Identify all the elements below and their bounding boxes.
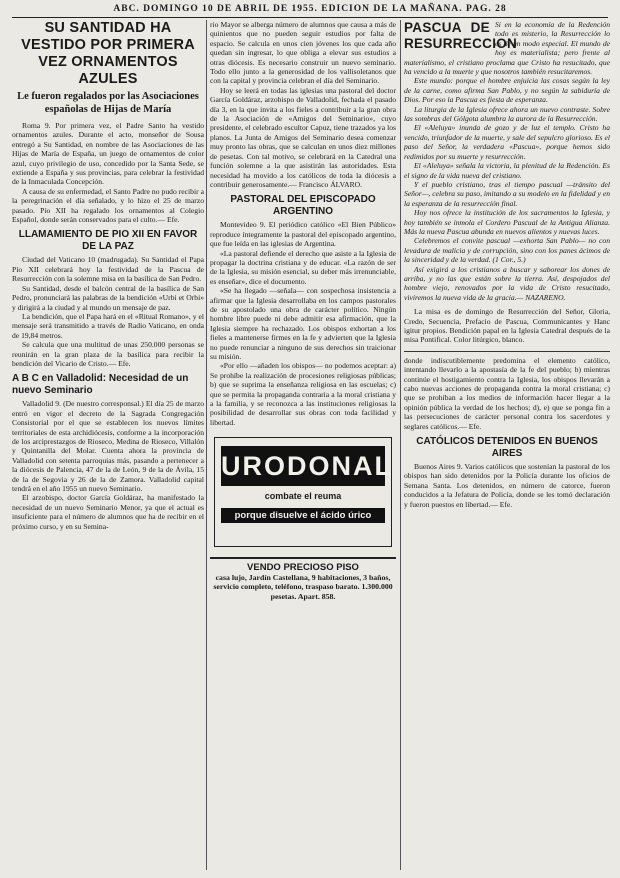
article-paragraph: rio Mayor se alberga número de alumnos que causa a más de quinientos que no pueden seguir estudios por falta de espacio. Se calcula en unos cien jóvenes los que cada año quedan sin ingresar, lo que obliga a elevar sus estudios a otras diócesis. Es necesario construir un nuevo seminario. Todo ello junto a la generosidad de los vallisoletanos que con la capital y provincia celebran el día del Seminario. [210, 20, 396, 86]
headline-peace-appeal: LLAMAMIENTO DE PIO XII EN FAVOR DE LA PAZ [18, 229, 198, 252]
headline-blue-vestments: SU SANTIDAD HA VESTIDO POR PRIMERA VEZ ORNAMENTOS AZULES [21, 20, 195, 87]
article-paragraph: Hoy se leerá en todas las iglesias una pastoral del doctor García Goldáraz, arzobispo de Valladolid, fechada el pasado día 3, en la que invita a los fieles a contribuir a la gran obra de la Asociación de «Amigos del Seminario», cuyo presidente, el celebrado escultor Capuz, tiene trazados ya los planos. La Junta de Amigos del Seminario desea comenzar muy pronto las obras, que se calculan en unos diez millones de pesetas. Con tal motivo, se celebrará en la Catedral una función solemne a la que asistirán las autoridades. Esta necesidad ha movido a los católicos de toda la diócesis a contribuir generosamente.— Francisco ÁLVARO. [210, 85, 396, 189]
classified-body: casa lujo, Jardín Castellana, 9 habitaciones, 3 baños, servicio completo, teléfono, traspaso barato. 1.300.000 pesetas. Apart. 858. [213, 572, 393, 601]
article-paragraph: Ciudad del Vaticano 10 (madrugada). Su Santidad el Papa Pío XII celebrará hoy la festividad de la Pascua de Resurrección con la solemne misa en la basílica de San Pedro. [12, 255, 204, 284]
article-paragraph: El arzobispo, doctor García Goldáraz, ha manifestado la necesidad de un nuevo Seminario Menor, ya que el actual es insuficiente para el número de alumnos que ha de recibir en el próximo curso, y en su Semina- [12, 493, 204, 531]
urodonal-claim: combate el reuma [264, 491, 342, 502]
article-paragraph: «Por ello —añaden los obispos— no podemos aceptar: a) Se prohíbe la realización de procesiones religiosas públicas; b) que se suprima la enseñanza religiosa en las escuelas; c) que se permita la propaganda contraria a la moral cristiana y a la familia, y se reconozca a las instituciones religiosas la posibilidad de desarrollar sus obras con toda facilidad y libertad. [210, 361, 396, 427]
article-paragraph: A causa de su enfermedad, el Santo Padre no pudo recibir a la peregrinación el día señalado, y lo hizo el 25 de marzo pasado. Pío XII ha regalado los ornamentos al Colegio Español, donde serán conservados para el culto.— Efe. [12, 186, 204, 225]
article-paragraph: Buenos Aires 9. Varios católicos que sostenían la pastoral de los obispos han sido detenidos por la Policía durante los oficios de Semana Santa. Los detenidos, en número de catorce, fueron conducidos a la Jefatura de Policía, donde se les tomó declaración y fueron puestos en libertad.— Efe. [404, 462, 610, 509]
article-paragraph: Si en la economía de la Redención todo es misterio, la Resurrección lo es de un modo especial. El mundo de hoy es materialista; pero frente al materialismo, el cristiano proclama que Cristo ha resucitado, que ha vencido a la muerte y que nosotros también resucitaremos. [404, 20, 610, 77]
article-paragraph: Su Santidad, desde el balcón central de la basílica de San Pedro, pronunciará las palabras de la bendición «Urbi et Orbi» y dirigirá a la ciudad y al mundo un mensaje de paz. [12, 283, 204, 312]
classified-title: VENDO PRECIOSO PISO [247, 562, 359, 574]
article-paragraph: «Se ha llegado —señala— con sospechosa insistencia a afirmar que la Iglesia desarrollaba en los campos pastorales de su apostolado una obra de carácter político. Ningún hombre libre puede ni debe admitir esa afirmación, que la Iglesia siempre ha rechazado. Los obispos exhortan a los fieles a mantenerse firmes en la fe y advierten que la Iglesia no puede renunciar a ninguno de sus derechos sin traicionar su misión. [210, 286, 396, 361]
article-paragraph: La liturgia de la Iglesia ofrece ahora un nuevo contraste. Sobre las sombras del Gólgota alumbra la aurora de la Resurrección. [404, 104, 610, 124]
urodonal-tagline: porque disuelve el ácido úrico [221, 508, 385, 523]
column-rule-1 [206, 20, 207, 870]
article-paragraph: El «Aleluya» señala la victoria, la plenitud de la Redención. Es el signo de la vida nueva del cristiano. [404, 161, 610, 180]
article-paragraph: Este mundo: porque el hombre enjuicia las cosas según la ley de la carne, como afirma San Pablo, y no según la sabiduría de Dios. Por eso la Pascua es fiesta de esperanza. [404, 76, 610, 105]
apartment-classified-ad [210, 557, 396, 601]
article-paragraph: Se calcula que una multitud de unas 250.000 personas se reunirán en la gran plaza de la basílica para recibir la bendición del Vicario de Cristo.— Efe. [12, 340, 204, 368]
column-middle [210, 20, 396, 870]
pascua-title-box [404, 20, 518, 52]
urodonal-brand: URODONAL [221, 446, 385, 486]
pascua-headline: PASCUA DE RESURRECCION [404, 20, 518, 51]
article-paragraph: «La pastoral defiende el derecho que asiste a la Iglesia de propagar la doctrina cristiana y de educar. «La razón de ser de la Iglesia, su misión esencial, su deber más irrenunciable, es enseñar», dice el documento. [210, 248, 396, 286]
article-paragraph: Roma 9. Por primera vez, el Padre Santo ha vestido ornamentos azules. Durante el acto, monseñor de Sousa entregó a Su Santidad, en nombre de las Asociaciones de las Hijas de María de España, un juego de ornamentos de color azul, cuyo privilegio de uso, concedido por la Santa Sede, se extiende a España y sus provincias, para celebrar la festividad de la Inmaculada Concepción. [12, 121, 204, 187]
liturgy-note: La misa es de domingo de Resurrección del Señor, Gloria, Credo, Secuencia, Prefacio de Pascua, Communicantes y Hanc igitur propios. Bendición papal en la Iglesia Catedral después de la misa Pontifical. Color litúrgico, blanco. [404, 307, 610, 345]
article-paragraph: Y el pueblo cristiano, tras el tiempo pascual —tránsito del Señor—, celebra su paso, imitando a su modelo en la fidelidad y en la esperanza de la resurrección final. [404, 179, 610, 208]
column-left [12, 20, 204, 870]
article-paragraph: La bendición, que el Papa hará en el «Ritual Romano», y el mensaje será transmitido a través de Radio Vaticano, en onda de 19,84 metros. [12, 311, 204, 340]
section-divider [404, 351, 610, 352]
article-paragraph: Valladolid 9. (De nuestro corresponsal.) El día 25 de marzo entró en vigor el decreto de la Sagrada Congregación Consistorial por el que se establecen los nuevos límites territoriales de esta archidiócesis, conforme a la incorporación de los arciprestazgos de Rioseco, Medina de Rioseco, Villalón y Quintanilla del Molar. Cuenta ahora la provincia de Valladolid con setenta parroquias más, pasando a pertenecer a la diócesis de Palencia, 47 de la de León, 9 de la de Ávila, 15 de la de Segovia y 26 de la de Zamora. Valladolid capital tendrá en el año 1955 un nuevo Seminario. [12, 399, 204, 493]
article-paragraph: El «Aleluya» inunda de gozo y de luz el templo. Cristo ha vencido, triunfador de la muerte, y sale del sepulcro glorioso. Es el paso del Señor, la verdadera «Pascua», porque hemos sido redimidos por su muerte y resurrección. [404, 123, 610, 161]
subhead-blue-vestments: Le fueron regalados por las Asociaciones españolas de Hijas de María [17, 91, 199, 115]
article-paragraph: Hoy nos ofrece la institución de los sacramentos la Iglesia, y hoy también se inmola el Cordero Pascual de la Antigua Alianza. Más la nueva Pascua abunda en nuevos alientos y nuevas luces. [404, 208, 610, 236]
page-header: ABC. DOMINGO 10 DE ABRIL DE 1955. EDICION DE LA MAÑANA. PAG. 28 [12, 2, 608, 18]
headline-catholics-detained: CATÓLICOS DETENIDOS EN BUENOS AIRES [416, 436, 598, 459]
headline-argentine-pastoral: PASTORAL DEL EPISCOPADO ARGENTINO [230, 194, 376, 217]
urodonal-advertisement [214, 437, 392, 547]
column-rule-2 [400, 20, 401, 870]
column-right [404, 20, 610, 870]
article-paragraph: Montevideo 9. El periódico católico «El Bien Público» reproduce íntegramente la pastoral del episcopado argentino, que fue leída en las iglesias de Argentina. [210, 220, 396, 249]
headline-valladolid-seminary: A B C en Valladolid: Necesidad de un nuevo Seminario [12, 373, 189, 396]
article-paragraph: Así exigirá a los cristianos a buscar y saborear los dones de arriba, y no las que están sobre la tierra. Así, despojados del hombre viejo, renovados por la vida de Cristo resucitado, viviremos la nueva vida de la gracia.— NAZARENO. [404, 264, 610, 302]
article-paragraph: Celebremos el convite pascual —exhorta San Pablo— no con levadura de malicia y de corrupción, sino con los panes ácimos de la sinceridad y de la verdad. (1 Cor., 5.) [404, 236, 610, 265]
article-paragraph: donde indiscutiblemente predomina el elemento católico, intentando llevarlo a la apostasía de la fe del pueblo; b) mientras continúe el hostigamiento contra la Iglesia, los obispos llevarán a cabo nuevas acciones de propaganda contra la moral cristiana; c) que se prohíban a los medios de información hacer llegar a la opinión pública la verdad de los hechos; d), e) que se ponga fin a las persecuciones de carácter personal contra los sacerdotes y seglares católicos.— Efe. [404, 355, 610, 431]
